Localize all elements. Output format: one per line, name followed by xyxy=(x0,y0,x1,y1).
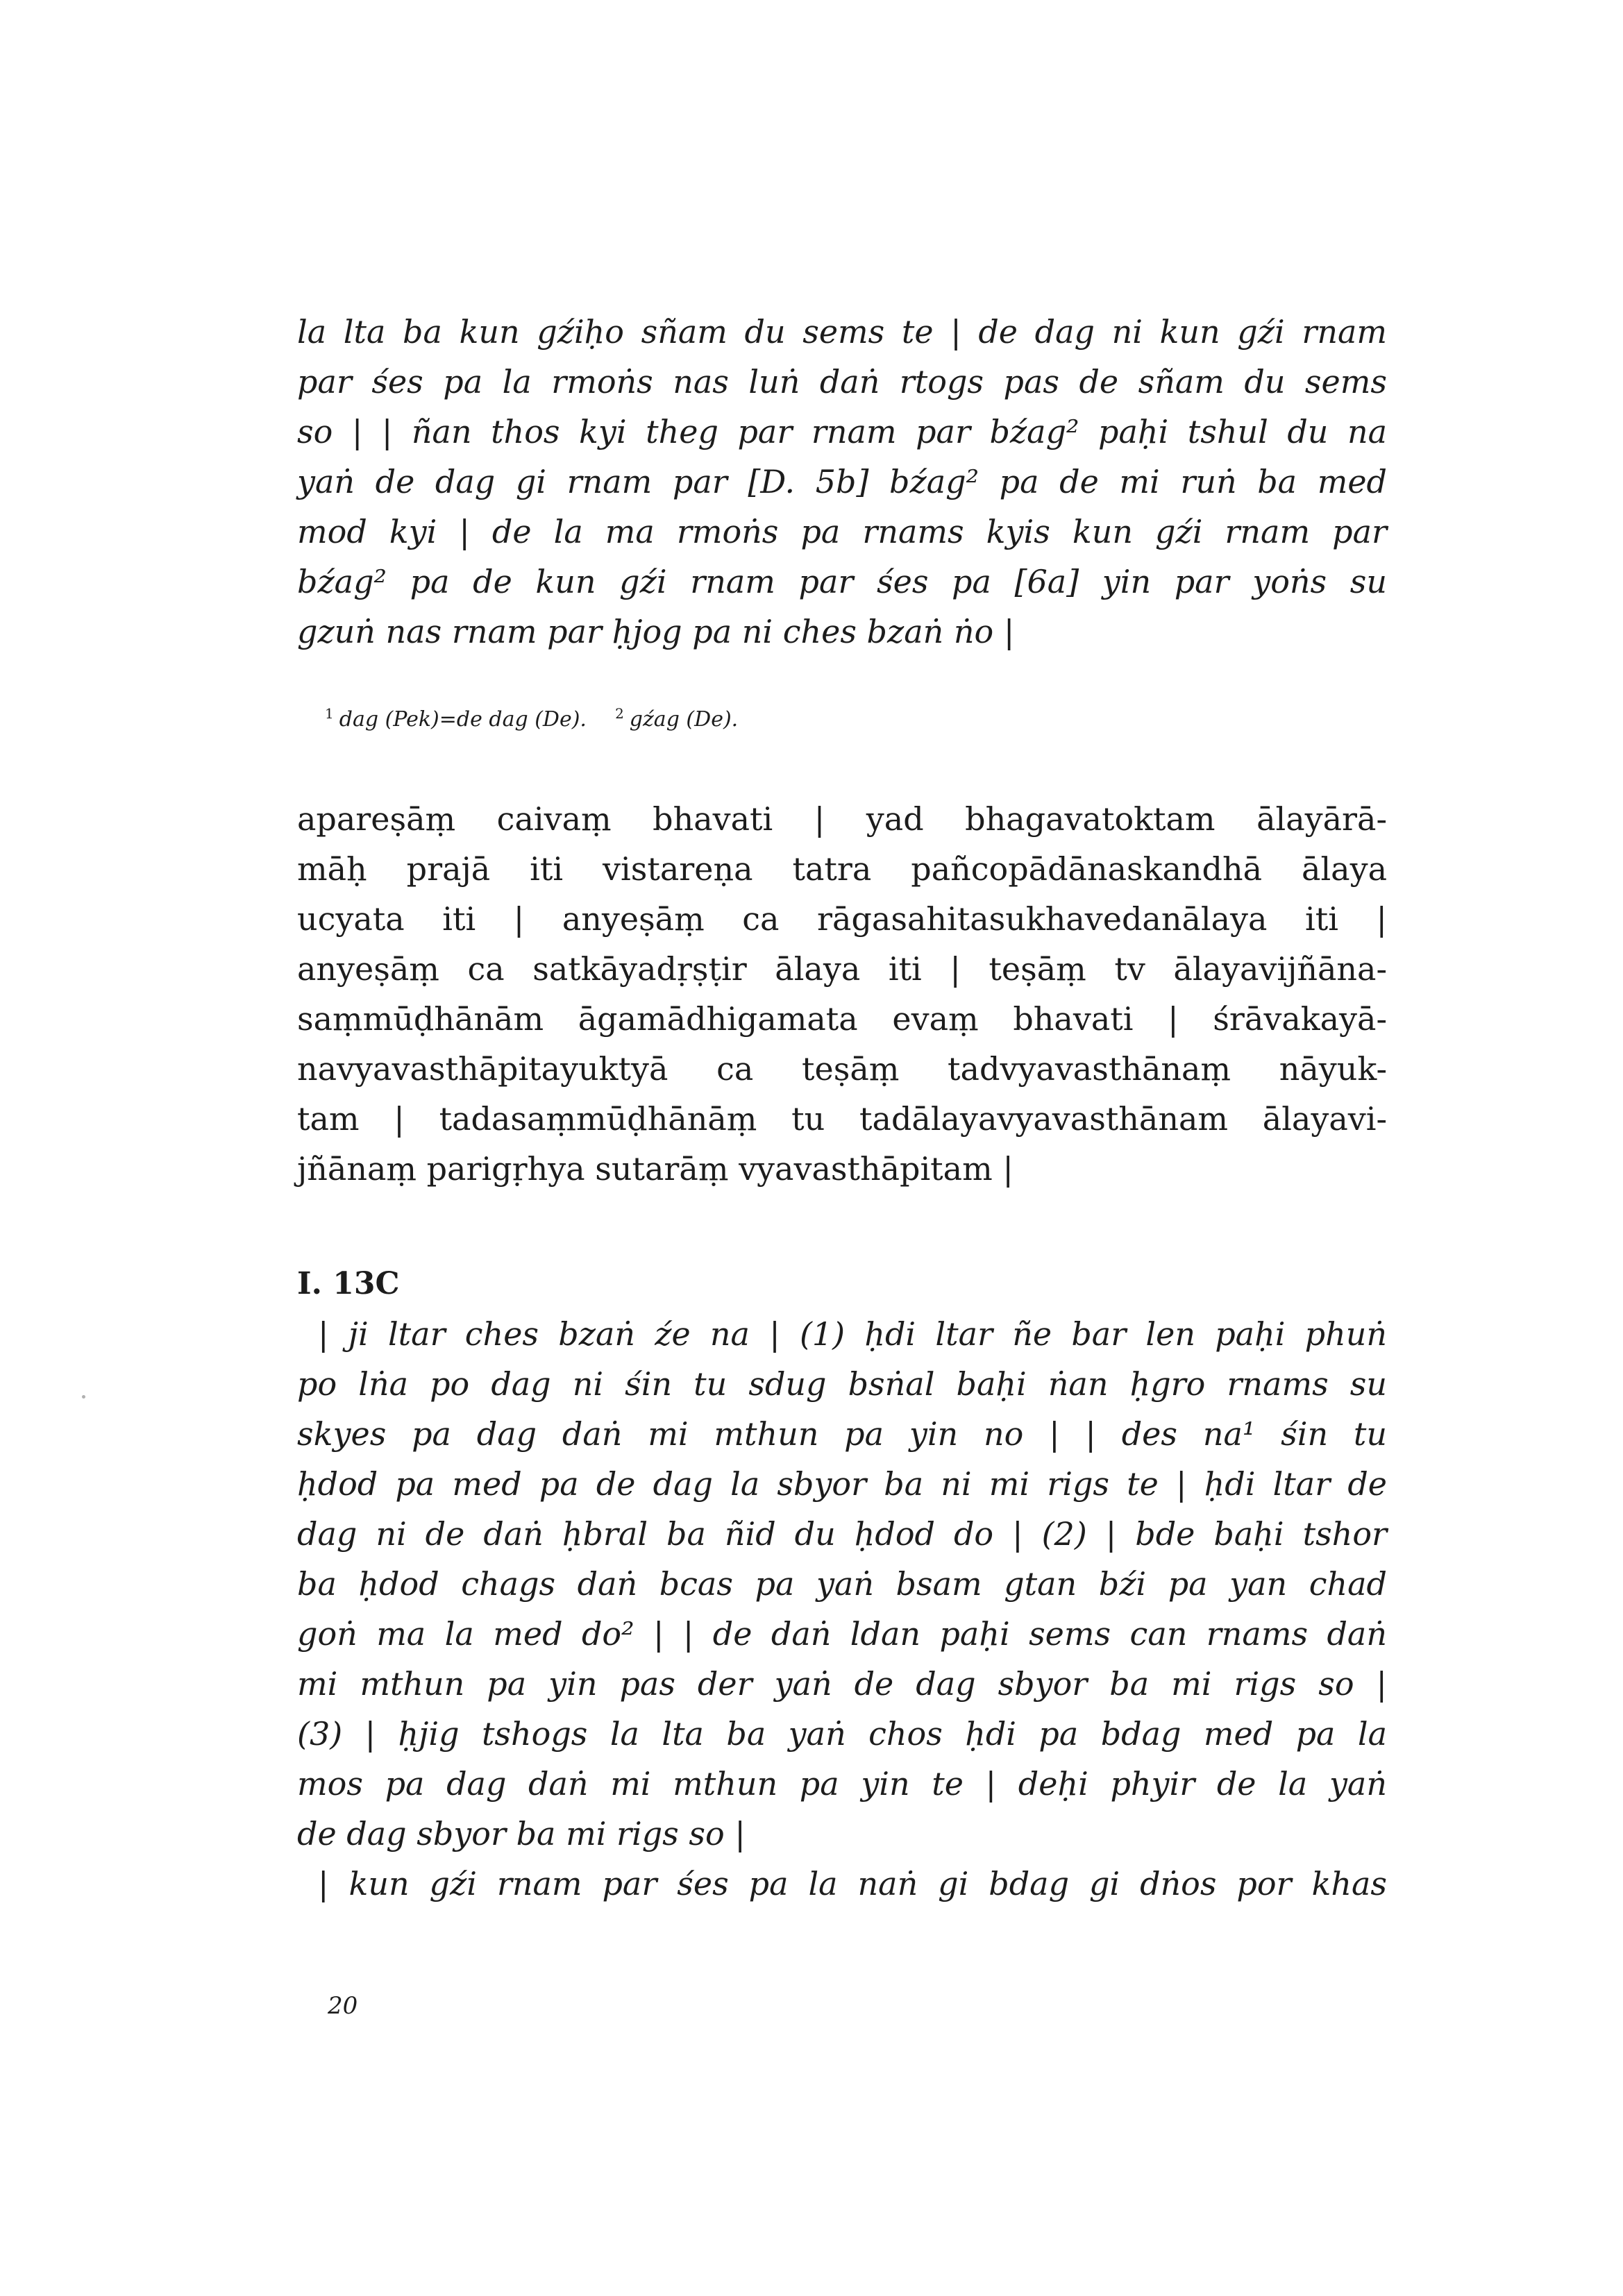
text-line: | kun gźi rnam par śes pa la naṅ gi bdag gi dṅos por khas xyxy=(318,1865,1387,1902)
text-line: jñānaṃ parigṛhya sutarāṃ vyavasthāpitam | xyxy=(297,1150,1014,1188)
text-line: apareṣāṃ caivaṃ bhavati | yad bhagavatoktam ālayārā- xyxy=(297,800,1387,838)
tibetan-paragraph-2 xyxy=(297,1309,1387,1909)
section-heading: I. 13C xyxy=(297,1266,400,1301)
tibetan-paragraph-1 xyxy=(297,307,1387,657)
text-line: ḥdod pa med pa de dag la sbyor ba ni mi rigs te | ḥdi ltar de xyxy=(297,1465,1387,1503)
text-line: mi mthun pa yin pas der yaṅ de dag sbyor ba mi rigs so | xyxy=(297,1665,1387,1703)
text-line: māḥ prajā iti vistareṇa tatra pañcopādānaskandhā ālaya xyxy=(297,850,1387,888)
text-line: | ji ltar ches bzaṅ źe na | (1) ḥdi ltar ñe bar len paḥi phuṅ xyxy=(318,1315,1387,1353)
footnote-number: 1 xyxy=(325,705,334,722)
text-line: la lta ba kun gźiḥo sñam du sems te | de dag ni kun gźi rnam xyxy=(297,313,1387,351)
text-line: anyeṣāṃ ca satkāyadṛṣṭir ālaya iti | teṣāṃ tv ālayavijñāna- xyxy=(297,950,1387,988)
text-line: tam | tadasaṃmūḍhānāṃ tu tadālayavyavasthānam ālayavi- xyxy=(297,1100,1387,1138)
text-line: de dag sbyor ba mi rigs so | xyxy=(297,1815,746,1852)
text-line: (3) | ḥjig tshogs la lta ba yaṅ chos ḥdi pa bdag med pa la xyxy=(297,1715,1387,1753)
text-line: saṃmūḍhānām āgamādhigamata evaṃ bhavati | śrāvakayā- xyxy=(297,1000,1387,1038)
text-line: par śes pa la rmoṅs nas luṅ daṅ rtogs pas de sñam du sems xyxy=(297,363,1387,400)
footnote-number: 2 xyxy=(615,705,624,722)
text-line: mod kyi | de la ma rmoṅs pa rnams kyis kun gźi rnam par xyxy=(297,513,1387,550)
text-line: goṅ ma la med do² | | de daṅ ldan paḥi sems can rnams daṅ xyxy=(297,1615,1387,1653)
footnote-text: gźag (De). xyxy=(629,707,739,732)
scan-speck xyxy=(82,1395,85,1399)
text-line: yaṅ de dag gi rnam par [D. 5b] bźag² pa de mi ruṅ ba med xyxy=(297,463,1387,500)
text-line: ucyata iti | anyeṣāṃ ca rāgasahitasukhavedanālaya iti | xyxy=(297,900,1387,938)
footnotes xyxy=(325,700,1019,734)
text-line: so | | ñan thos kyi theg par rnam par bźag² paḥi tshul du na xyxy=(297,413,1387,450)
footnote-text: dag (Pek)=de dag (De). xyxy=(339,707,587,732)
text-line: ba ḥdod chags daṅ bcas pa yaṅ bsam gtan bźi pa yan chad xyxy=(297,1565,1387,1603)
text-line: bźag² pa de kun gźi rnam par śes pa [6a] yin par yoṅs su xyxy=(297,563,1387,600)
text-line: navyavasthāpitayuktyā ca teṣāṃ tadvyavasthānaṃ nāyuk- xyxy=(297,1050,1387,1088)
text-line: dag ni de daṅ ḥbral ba ñid du ḥdod do | (2) | bde baḥi tshor xyxy=(297,1515,1387,1553)
text-line: po lṅa po dag ni śin tu sdug bsṅal baḥi ṅan ḥgro rnams su xyxy=(297,1365,1387,1403)
text-line: skyes pa dag daṅ mi mthun pa yin no | | des na¹ śin tu xyxy=(297,1415,1387,1453)
page-number: 20 xyxy=(328,1992,358,2020)
text-line: gzuṅ nas rnam par ḥjog pa ni ches bzaṅ ṅo | xyxy=(297,613,1015,650)
text-line: mos pa dag daṅ mi mthun pa yin te | deḥi phyir de la yaṅ xyxy=(297,1765,1387,1803)
sanskrit-paragraph xyxy=(297,794,1387,1194)
